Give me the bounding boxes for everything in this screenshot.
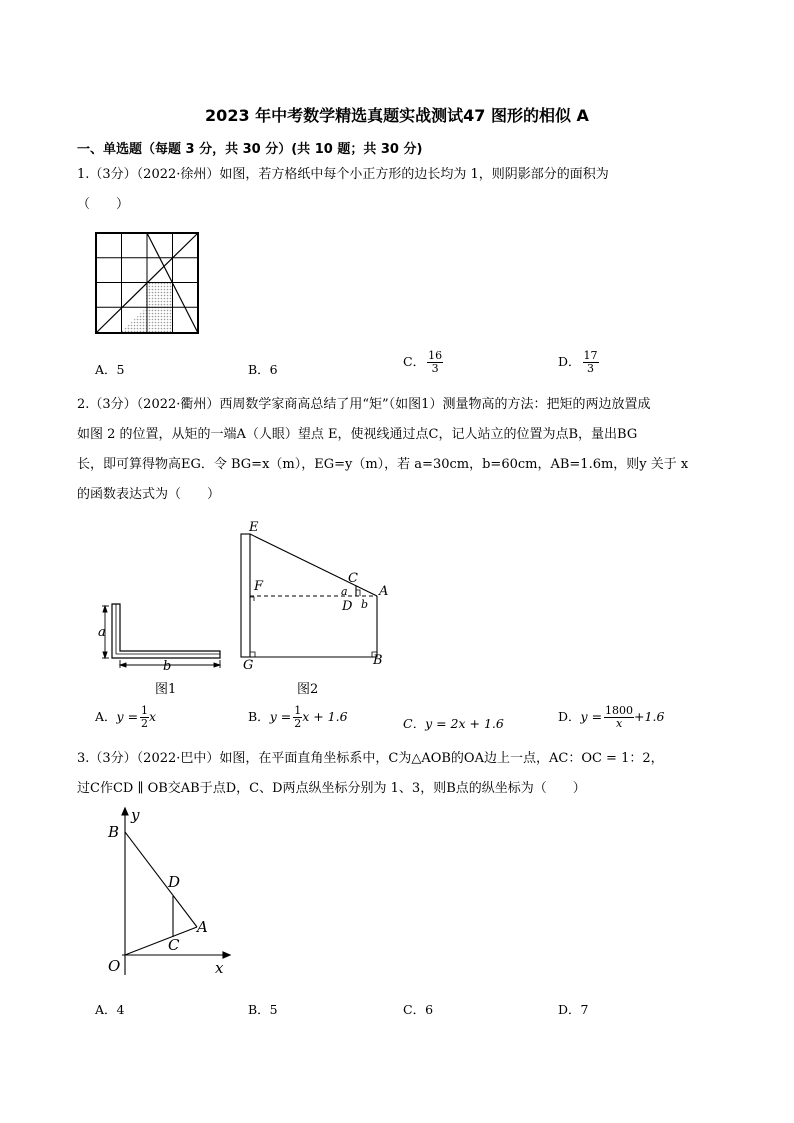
q3-option-d[interactable]: D．7: [558, 1002, 589, 1017]
q3-option-c[interactable]: C．6: [403, 1002, 434, 1017]
q1-stem-line1: 1.（3分）（2022·徐州）如图，若方格纸中每个小正方形的边长均为 1，则阴影部分的面积为: [77, 167, 609, 182]
q3-label-A: A: [197, 918, 208, 936]
q2-label-b: b: [163, 659, 172, 674]
q1-option-c-fraction: [427, 350, 443, 375]
q3-option-a[interactable]: A．4: [95, 1002, 125, 1017]
q1-option-c-den: 3: [431, 362, 439, 375]
q2-person-body: [250, 596, 377, 657]
q1-option-b[interactable]: B．6: [248, 362, 278, 377]
q2-option-b-rhs: x + 1.6: [302, 709, 348, 724]
q3-option-b[interactable]: B．5: [248, 1002, 278, 1017]
q2-stem-line2: 如图 2 的位置，从矩的一端A（人眼）望点 E，使视线通过点C，记人站立的位置为点B，量出BG: [77, 427, 638, 442]
q2-option-a-lhs: y =: [116, 709, 139, 724]
q2-label-D: D: [342, 599, 353, 614]
q2-option-a-rhs: x: [149, 709, 157, 724]
q1-option-d[interactable]: [558, 350, 599, 375]
q2-label-a: a: [341, 585, 348, 598]
q1-option-d-num: 17: [583, 349, 598, 362]
q2-option-b-den: 2: [294, 717, 302, 730]
q3-label-C: C: [168, 936, 180, 954]
q2-stem-line3: 长，即可算得物高EG．令 BG=x（m），EG=y（m），若 a=30cm，b=60cm，AB=1.6m，则y 关于 x: [77, 457, 689, 472]
q2-label-F: F: [254, 579, 264, 594]
q3-label-y: y: [131, 806, 140, 824]
q1-option-d-fraction: [583, 350, 599, 375]
q1-option-d-prefix: D．: [558, 354, 581, 369]
q2-option-a-fraction: [140, 705, 149, 730]
q2-option-b-fraction: [293, 705, 302, 730]
q3-label-B: B: [108, 823, 120, 841]
q2-option-d-rhs: +1.6: [634, 709, 665, 724]
q1-option-c-prefix: C．: [403, 354, 426, 369]
q2-option-b-lhs: y =: [269, 709, 292, 724]
q2-option-d-fraction: [604, 705, 634, 730]
q3-segment-OA: [125, 927, 197, 955]
q2-figure1: [95, 598, 225, 678]
q2-option-a-num: 1: [141, 704, 149, 717]
q3-segment-BA: [125, 832, 197, 927]
q3-label-O: O: [108, 957, 121, 975]
q3-label-D: D: [168, 873, 181, 891]
q2-option-d-den: x: [615, 717, 623, 730]
q2-stem-line1: 2.（3分）（2022·衢州）西周数学家商高总结了用“矩”（如图1）测量物高的方法：把矩的两边放置成: [77, 397, 651, 412]
q3-stem-line1: 3.（3分）（2022·巴中）如图，在平面直角坐标系中，C为△AOB的OA边上一点，AC：OC = 1：2，: [77, 751, 664, 766]
q2-label-b: b: [361, 598, 369, 611]
q2-option-d[interactable]: [558, 705, 664, 730]
section-heading: 一、单选题（每题 3 分，共 30 分）(共 10 题；共 30 分): [77, 142, 423, 157]
q1-option-d-den: 3: [587, 362, 595, 375]
q2-label-a: a: [98, 625, 106, 640]
q2-label-E: E: [249, 520, 259, 535]
q2-option-d-prefix: D．: [558, 709, 581, 724]
q1-option-c-num: 16: [428, 349, 443, 362]
q2-label-A: A: [379, 584, 388, 599]
q1-stem-line2: （ ）: [77, 197, 130, 212]
q3-coordinate-figure: [100, 805, 240, 980]
q2-option-a-den: 2: [141, 717, 149, 730]
q2-option-d-lhs: y =: [580, 709, 603, 724]
q3-label-x: x: [215, 959, 224, 977]
q3-x-arrow: [223, 952, 230, 958]
q2-fig1-caption: 图1: [155, 682, 177, 697]
q1-option-c[interactable]: [403, 350, 443, 375]
page-title: 2023 年中考数学精选真题实战测试47 图形的相似 A: [205, 106, 589, 125]
q2-label-G: G: [243, 658, 254, 673]
q2-option-b-prefix: B．: [248, 709, 270, 724]
q2-fig2-caption: 图2: [297, 682, 319, 697]
q2-figure2: [238, 515, 388, 675]
q3-y-arrow: [122, 808, 128, 815]
q2-label-B: B: [373, 653, 383, 668]
q2-sightline: [250, 534, 377, 596]
q2-stem-line4: 的函数表达式为（ ）: [77, 487, 221, 502]
q2-square-tool: [112, 604, 220, 658]
q1-grid-figure: [94, 231, 200, 335]
q1-option-a[interactable]: A．5: [95, 362, 125, 377]
q3-stem-line2: 过C作CD ∥ OB交AB于点D，C、D两点纵坐标分别为 1、3，则B点的纵坐标为（ ）: [77, 781, 586, 796]
q2-option-b[interactable]: [248, 705, 348, 730]
q2-pole: [241, 534, 250, 657]
q2-option-d-num: 1800: [605, 704, 634, 717]
q2-label-C: C: [348, 571, 358, 586]
q2-option-a[interactable]: [95, 705, 156, 730]
q2-option-b-num: 1: [294, 704, 302, 717]
q2-option-c[interactable]: C．y = 2x + 1.6: [403, 716, 504, 731]
q2-option-a-prefix: A．: [95, 709, 117, 724]
